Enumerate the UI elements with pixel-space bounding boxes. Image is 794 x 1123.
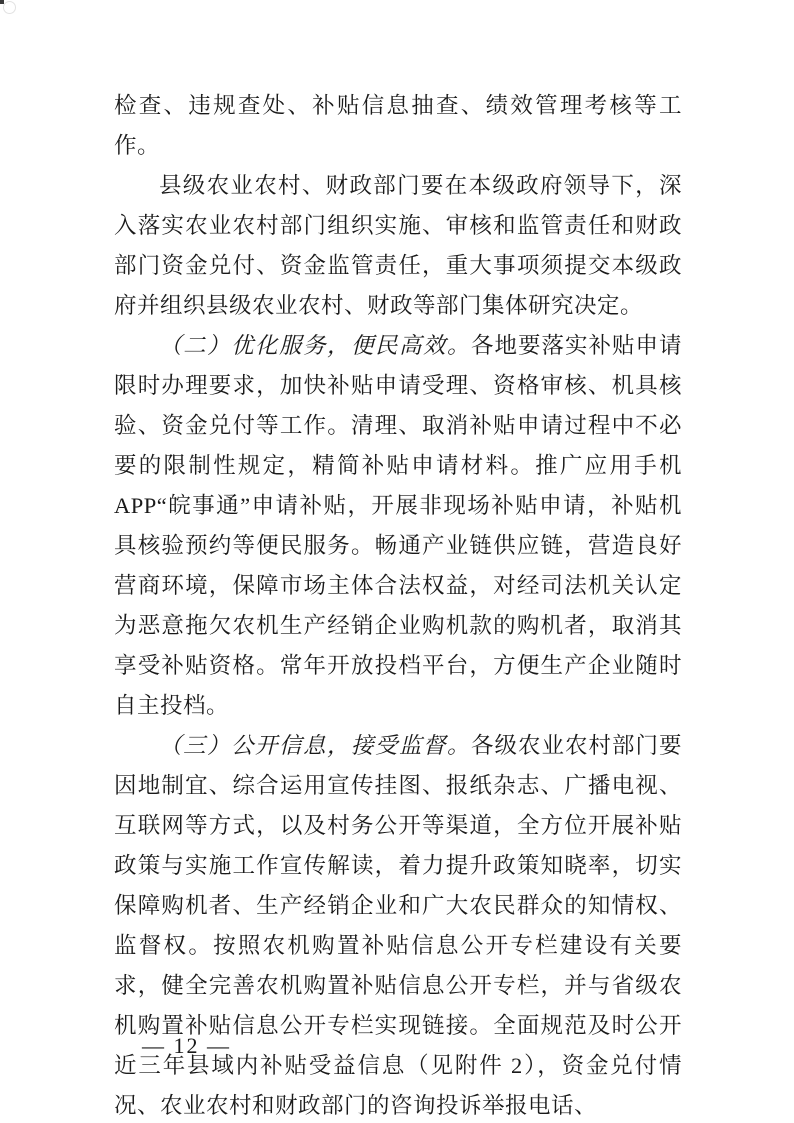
paragraph-text: 各级农业农村部门要因地制宜、综合运用宣传挂图、报纸杂志、广播电视、互联网等方式，以及村务公开等渠道，全方位开展补贴政策与实施工作宣传解读，着力提升政策知晓率，切实保障购机者、生产经销企业和广大农民群众的知情权、监督权。按照农机购置补贴信息公开专栏建设有关要求，健全完善农机购置补贴信息公开专栏，并与省级农机购置补贴信息公开专栏实现链接。全面规范及时公开近三年县域内补贴受益信息（见附件 2），资金兑付情况、农业农村和财政部门的咨询投诉举报电话、 <box>114 733 682 1118</box>
paragraph-county-responsibility <box>114 166 682 326</box>
paragraph-text: 县级农业农村、财政部门要在本级政府领导下，深入落实农业农村部门组织实施、审核和监管责任和财政部门资金兑付、资金监管责任，重大事项须提交本级政府并组织县级农业农村、财政等部门集体研究决定。 <box>114 173 682 318</box>
paragraph-continuation <box>114 86 682 166</box>
paragraph-text: 各地要落实补贴申请限时办理要求，加快补贴申请受理、资格审核、机具核验、资金兑付等工作。清理、取消补贴申请过程中不必要的限制性规定，精简补贴申请材料。推广应用手机 APP“皖事通”申请补贴，开展非现场补贴申请，补贴机具核验预约等便民服务。畅通产业链供应链，营造良好营商环境，保障市场主体合法权益，对经司法机关认定为恶意拖欠农机生产经销企业购机款的购机者，取消其享受补贴资格。常年开放投档平台，方便生产企业随时自主投档。 <box>114 333 682 718</box>
section-heading-inline: （三）公开信息，接受监督。 <box>159 733 471 758</box>
paragraph-text: 检查、违规查处、补贴信息抽查、绩效管理考核等工作。 <box>114 93 682 158</box>
page-number-footer: — 12 — <box>142 1033 231 1058</box>
section-heading-inline: （二）优化服务，便民高效。 <box>159 333 471 358</box>
paragraph-section-2-optimize-service <box>114 326 682 726</box>
scan-artifact-ring <box>3 1 16 14</box>
paragraph-section-3-public-info <box>114 726 682 1123</box>
document-body <box>114 86 682 1123</box>
